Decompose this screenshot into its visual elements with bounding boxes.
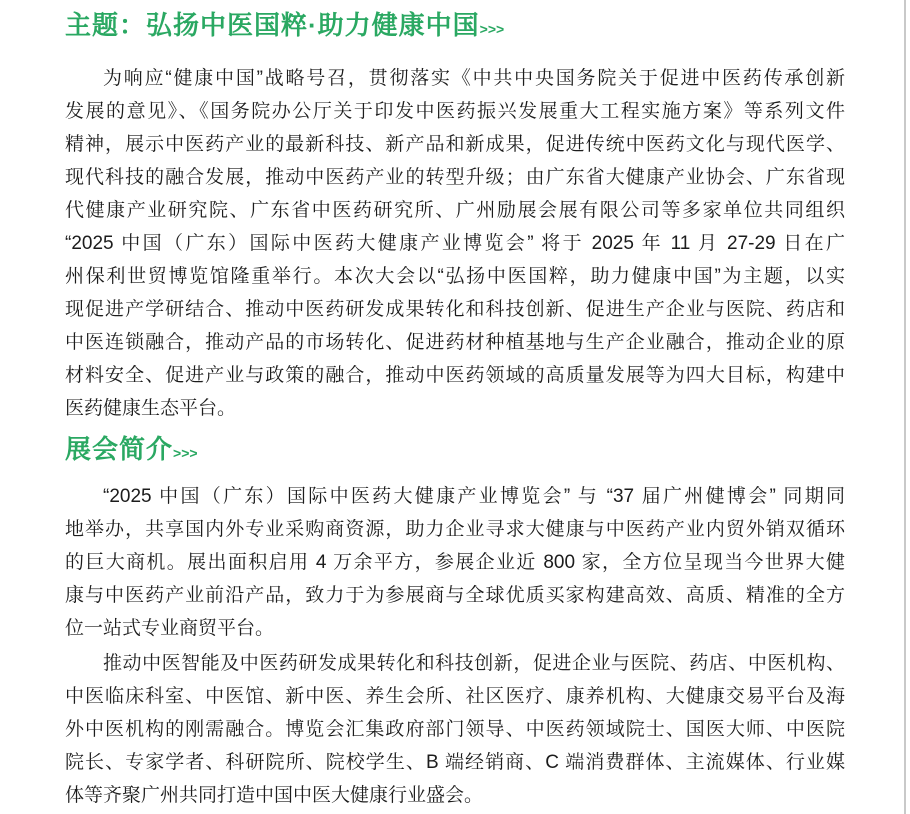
paragraph-line: “2025 中国（广东）国际中医药大健康产业博览会” 将于 2025 年 11 月 27-29 日在广 (65, 233, 845, 254)
paragraph-line: 为响应“健康中国”战略号召，贯彻落实《中共中央国务院关于促进中医药传承创新 (103, 68, 845, 89)
intro-heading-text: 展会简介 (65, 434, 174, 464)
paragraph-line: 中医连锁融合，推动产品的市场转化、促进药材种植基地与生产企业融合，推动企业的原 (65, 332, 845, 353)
paragraph-line: 体等齐聚广州共同打造中国中医大健康行业盛会。 (65, 785, 484, 806)
paragraph-line: 现代科技的融合发展，推动中医药产业的转型升级；由广东省大健康产业协会、广东省现 (65, 167, 845, 188)
paragraph-intro-2 (65, 647, 845, 812)
paragraph-line: “2025 中国（广东）国际中医药大健康产业博览会” 与 “37 届广州健博会” 同期同 (103, 486, 845, 507)
chevrons-right-icon: >>> (479, 21, 505, 37)
paragraph-line: 位一站式专业商贸平台。 (65, 618, 275, 639)
topic-heading-text: 主题：弘扬中医国粹·助力健康中国 (65, 10, 480, 40)
paragraph-line: 地举办，共享国内外专业采购商资源，助力企业寻求大健康与中医药产业内贸外销双循环 (65, 519, 845, 540)
paragraph-line: 康与中医药产业前沿产品，致力于为参展商与全球优质买家构建高效、高质、精准的全方 (65, 585, 845, 606)
paragraph-intro-1 (65, 480, 845, 645)
chevrons-right-icon: >>> (173, 445, 198, 461)
paragraph-line: 推动中医智能及中医药研发成果转化和科技创新，促进企业与医院、药店、中医机构、 (103, 653, 845, 674)
paragraph-line: 中医临床科室、中医馆、新中医、养生会所、社区医疗、康养机构、大健康交易平台及海 (65, 686, 845, 707)
paragraph-line: 州保利世贸博览馆隆重举行。本次大会以“弘扬中医国粹，助力健康中国”为主题，以实 (65, 266, 845, 287)
paragraph-topic (65, 62, 845, 425)
paragraph-line: 发展的意见》、《国务院办公厅关于印发中医药振兴发展重大工程实施方案》等系列文件 (65, 101, 845, 122)
paragraph-line: 院长、专家学者、科研院所、院校学生、B 端经销商、C 端消费群体、主流媒体、行业媒 (65, 752, 845, 773)
intro-heading (65, 435, 845, 467)
topic-heading (65, 8, 845, 46)
paragraph-line: 代健康产业研究院、广东省中医药研究所、广州励展会展有限公司等多家单位共同组织 (65, 200, 845, 221)
paragraph-line: 的巨大商机。展出面积启用 4 万余平方，参展企业近 800 家，全方位呈现当今世界大健 (65, 552, 845, 573)
paragraph-line: 现促进产学研结合、推动中医药研发成果转化和科技创新、促进生产企业与医院、药店和 (65, 299, 845, 320)
paragraph-line: 精神，展示中医药产业的最新科技、新产品和新成果，促进传统中医药文化与现代医学、 (65, 134, 845, 155)
paragraph-line: 医药健康生态平台。 (65, 398, 237, 419)
paragraph-line: 外中医机构的刚需融合。博览会汇集政府部门领导、中医药领域院士、国医大师、中医院 (65, 719, 845, 740)
page-right-border (904, 0, 906, 814)
paragraph-line: 材料安全、促进产业与政策的融合，推动中医药领域的高质量发展等为四大目标，构建中 (65, 365, 845, 386)
